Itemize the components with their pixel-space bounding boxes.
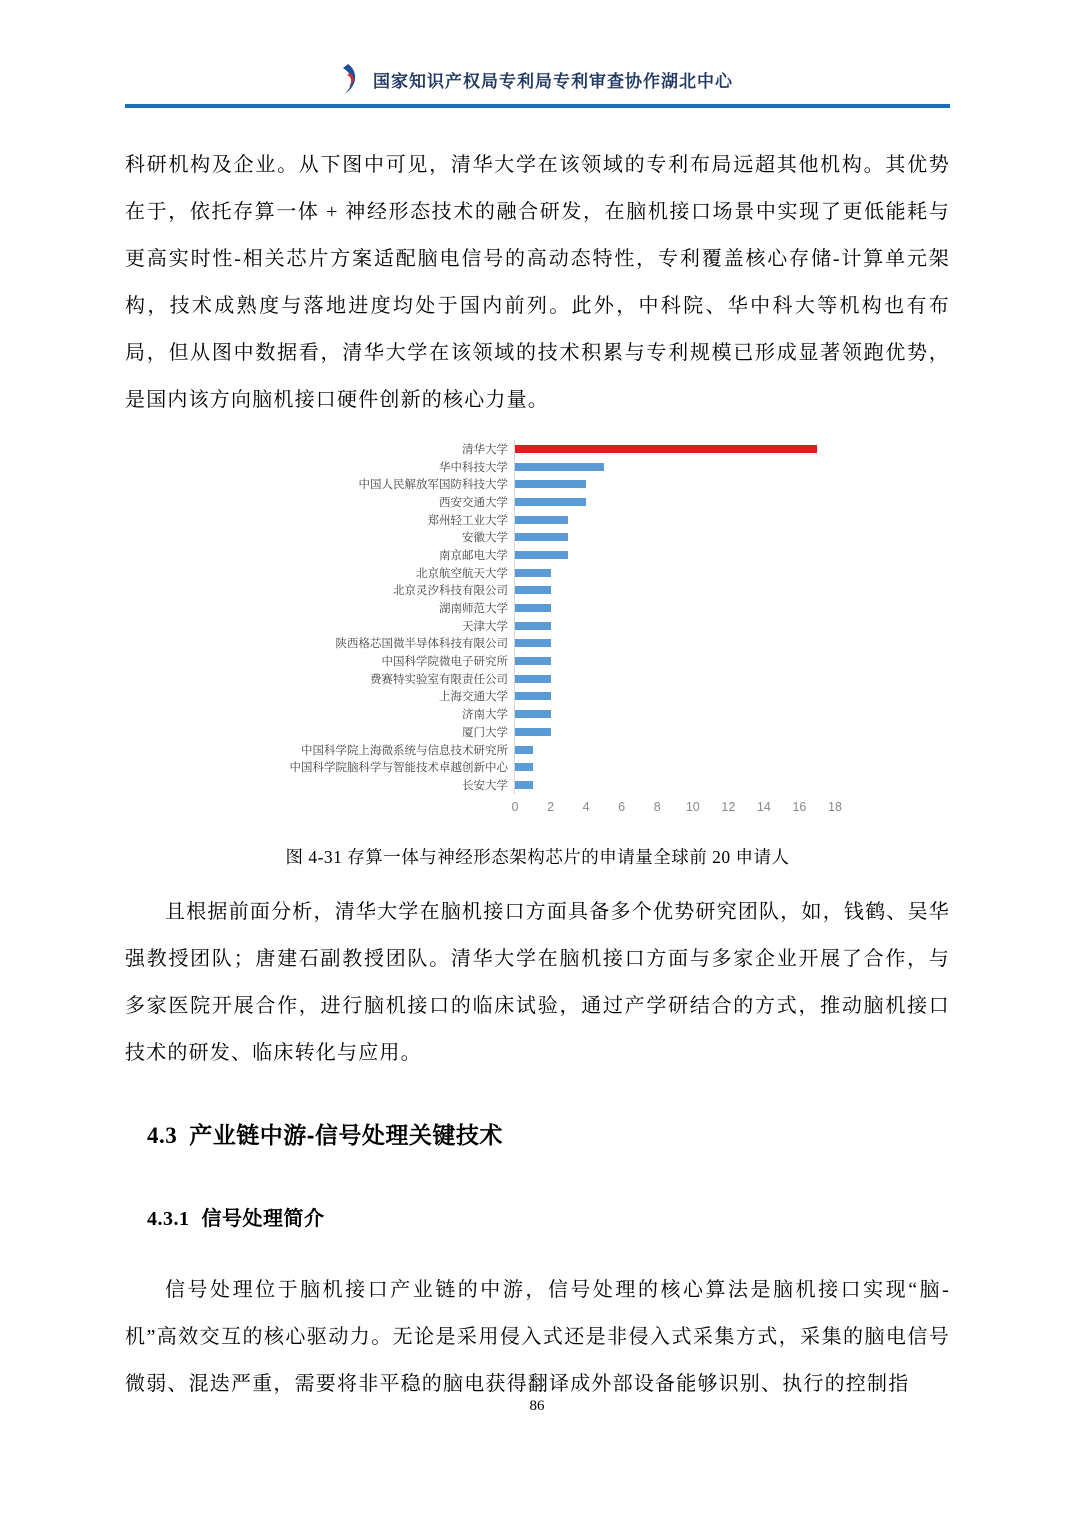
chart-row	[240, 440, 850, 458]
chart-category-label: 天津大学	[462, 620, 508, 633]
chart-row	[240, 511, 850, 529]
chart-row	[240, 564, 850, 582]
chart-bar	[515, 569, 551, 577]
section-heading	[147, 1117, 950, 1150]
chart-bar-track	[514, 758, 835, 776]
chart-bar	[515, 622, 551, 630]
chart-rows	[240, 440, 850, 794]
page-header	[0, 0, 1074, 108]
chart-category-label: 南京邮电大学	[439, 549, 508, 562]
chart-row	[240, 475, 850, 493]
chart-row	[240, 652, 850, 670]
chart-bar-track	[514, 705, 835, 723]
x-axis-tick-label: 6	[618, 799, 626, 814]
chart-row	[240, 493, 850, 511]
chart-bar	[515, 746, 533, 754]
chart-bar-track	[514, 511, 835, 529]
chart-bar-track	[514, 582, 835, 600]
chart-category-label: 华中科技大学	[439, 461, 508, 474]
chart-row	[240, 776, 850, 794]
chart-bar-track	[514, 617, 835, 635]
chart-bar-track	[514, 546, 835, 564]
chart-category-label: 中国科学院上海微系统与信息技术研究所	[301, 744, 508, 757]
chart-category-label: 清华大学	[462, 443, 508, 456]
chart-bar	[515, 551, 568, 559]
chart-bar	[515, 516, 568, 524]
x-axis-tick-label: 8	[653, 799, 661, 814]
chart-bar-track	[514, 564, 835, 582]
chart-category-label: 长安大学	[462, 779, 508, 792]
chart-bar-track	[514, 670, 835, 688]
chart-bar	[515, 710, 551, 718]
chart-bar	[515, 586, 551, 594]
chart-row	[240, 617, 850, 635]
subsection-number: 4.3.1	[147, 1207, 190, 1230]
chart-row	[240, 688, 850, 706]
chart-row	[240, 670, 850, 688]
body-paragraph-1: 科研机构及企业。从下图中可见，清华大学在该领域的专利布局远超其他机构。其优势在于，依托存算一体 + 神经形态技术的融合研发，在脑机接口场景中实现了更低能耗与更高实时性-相关芯片方案适配脑电信号的高动态特性，专利覆盖核心存储-计算单元架构，技术成熟度与落地进度均处于国内前列。此外，中科院、华中科大等机构也有布局，但从图中数据看，清华大学在该领域的技术积累与专利规模已形成显著领跑优势，是国内该方向脑机接口硬件创新的核心力量。	[125, 154, 950, 411]
chart-bar-track	[514, 652, 835, 670]
x-axis-tick-label: 18	[828, 799, 842, 814]
chart-x-axis	[511, 799, 842, 818]
chart-bar	[515, 728, 551, 736]
subsection-heading	[147, 1202, 950, 1231]
chart-bar-track	[514, 475, 835, 493]
chart-category-label: 厦门大学	[462, 726, 508, 739]
chart-row	[240, 582, 850, 600]
chart-bar	[515, 604, 551, 612]
chart-category-label: 西安交通大学	[439, 496, 508, 509]
x-axis-tick-label: 10	[685, 799, 700, 814]
section-title: 产业链中游-信号处理关键技术	[189, 1121, 503, 1148]
x-axis-tick-label: 0	[511, 799, 519, 814]
bar-chart	[125, 440, 850, 818]
subsection-title: 信号处理简介	[201, 1207, 325, 1230]
chart-bar-track	[514, 723, 835, 741]
x-axis-tick-label: 2	[547, 799, 555, 814]
chart-bar	[515, 445, 817, 453]
chart-bar-track	[514, 741, 835, 759]
chart-bar	[515, 639, 551, 647]
header-rule	[125, 104, 950, 108]
chart-category-label: 安徽大学	[462, 532, 508, 545]
chart-row	[240, 528, 850, 546]
chart-bar-track	[514, 440, 835, 458]
chart-category-label: 上海交通大学	[439, 691, 508, 704]
chart-bar-track	[514, 776, 835, 794]
chart-category-label: 中国科学院脑科学与智能技术卓越创新中心	[289, 762, 508, 775]
chart-row	[240, 546, 850, 564]
chart-category-label: 中国科学院微电子研究所	[381, 656, 508, 669]
x-axis-tick-label: 4	[582, 799, 590, 814]
chart-bar-track	[514, 635, 835, 653]
page-number: 86	[529, 1398, 545, 1414]
chart-bar	[515, 692, 551, 700]
chart-category-label: 北京灵汐科技有限公司	[393, 585, 508, 598]
chart-bar-track	[514, 528, 835, 546]
x-axis-tick-label: 14	[756, 799, 771, 814]
chart-bar	[515, 657, 551, 665]
figure-caption: 图 4-31 存算一体与神经形态架构芯片的申请量全球前 20 申请人	[285, 846, 790, 867]
chart-bar	[515, 533, 568, 541]
chart-row	[240, 723, 850, 741]
swirl-logo-icon	[341, 64, 361, 94]
chart-bar-track	[514, 599, 835, 617]
chart-category-label: 费赛特实验室有限责任公司	[370, 673, 508, 686]
x-axis-tick-label: 16	[792, 799, 807, 814]
chart-bar	[515, 480, 586, 488]
chart-row	[240, 758, 850, 776]
chart-row	[240, 705, 850, 723]
chart-category-label: 北京航空航天大学	[416, 567, 508, 580]
body-paragraph-2: 且根据前面分析，清华大学在脑机接口方面具备多个优势研究团队，如，钱鹤、吴华强教授团队；唐建石副教授团队。清华大学在脑机接口方面与多家企业开展了合作，与多家医院开展合作，进行脑机接口的临床试验，通过产学研结合的方式，推动脑机接口技术的研发、临床转化与应用。	[125, 900, 950, 1064]
chart-category-label: 郑州轻工业大学	[427, 514, 508, 527]
chart-bar-track	[514, 458, 835, 476]
chart-row	[240, 741, 850, 759]
chart-category-label: 陕西格芯国微半导体科技有限公司	[335, 638, 508, 651]
chart-bar	[515, 463, 604, 471]
chart-bar	[515, 763, 533, 771]
chart-category-label: 济南大学	[462, 709, 508, 722]
chart-row	[240, 635, 850, 653]
chart-bar-track	[514, 493, 835, 511]
chart-category-label: 湖南师范大学	[439, 603, 508, 616]
chart-bar	[515, 498, 586, 506]
body-paragraph-3: 信号处理位于脑机接口产业链的中游，信号处理的核心算法是脑机接口实现“脑-机”高效交互的核心驱动力。无论是采用侵入式还是非侵入式采集方式，采集的脑电信号微弱、混迭严重，需要将非平稳的脑电获得翻译成外部设备能够识别、执行的控制指	[125, 1278, 950, 1395]
header-title: 国家知识产权局专利局专利审查协作湖北中心	[373, 71, 733, 91]
chart-bar	[515, 781, 533, 789]
chart-category-label: 中国人民解放军国防科技大学	[358, 479, 508, 492]
chart-bar	[515, 675, 551, 683]
section-number: 4.3	[147, 1122, 178, 1148]
chart-row	[240, 599, 850, 617]
chart-bar-track	[514, 688, 835, 706]
x-axis-tick-label: 12	[721, 799, 736, 814]
chart-row	[240, 458, 850, 476]
